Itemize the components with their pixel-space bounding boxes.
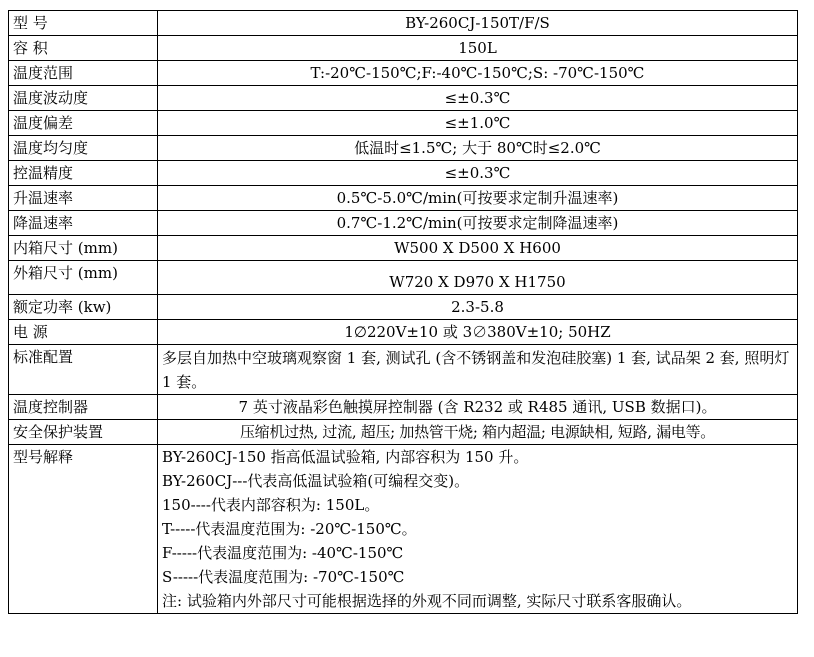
- table-row: [9, 236, 798, 261]
- table-row: [9, 345, 798, 395]
- row-value: W500 X D500 X H600: [158, 236, 798, 261]
- table-row: [9, 161, 798, 186]
- row-label: 标准配置: [9, 345, 158, 395]
- row-value: ≤±0.3℃: [158, 161, 798, 186]
- table-row: [9, 136, 798, 161]
- model-explain-cell: [158, 445, 798, 614]
- model-explain-line: T-----代表温度范围为: -20℃-150℃。: [162, 520, 417, 538]
- row-value: BY-260CJ-150T/F/S: [158, 11, 798, 36]
- row-label: 控温精度: [9, 161, 158, 186]
- table-row: [9, 61, 798, 86]
- table-row: [9, 11, 798, 36]
- row-label: 温度均匀度: [9, 136, 158, 161]
- table-row: [9, 36, 798, 61]
- table-row: [9, 186, 798, 211]
- row-value: T:-20℃-150℃;F:-40℃-150℃;S: -70℃-150℃: [158, 61, 798, 86]
- table-row: [9, 111, 798, 136]
- row-label: 温度偏差: [9, 111, 158, 136]
- row-label: 外箱尺寸 (mm): [9, 261, 158, 295]
- row-value: 7 英寸液晶彩色触摸屏控制器 (含 R232 或 R485 通讯, USB 数据口)。: [158, 395, 798, 420]
- row-value: 多层自加热中空玻璃观察窗 1 套, 测试孔 (含不锈钢盖和发泡硅胶塞) 1 套, 试品架 2 套, 照明灯 1 套。: [158, 345, 798, 395]
- row-value: ≤±0.3℃: [158, 86, 798, 111]
- model-explain-line: BY-260CJ-150 指高低温试验箱, 内部容积为 150 升。: [162, 448, 529, 466]
- table-row: [9, 320, 798, 345]
- row-label: 内箱尺寸 (mm): [9, 236, 158, 261]
- table-row: [9, 261, 798, 295]
- row-value: 2.3-5.8: [158, 295, 798, 320]
- table-row: [9, 395, 798, 420]
- row-label: 温度波动度: [9, 86, 158, 111]
- row-value: ≤±1.0℃: [158, 111, 798, 136]
- row-value: 0.7℃-1.2℃/min(可按要求定制降温速率): [158, 211, 798, 236]
- model-explain-line: S-----代表温度范围为: -70℃-150℃: [162, 568, 405, 586]
- row-label: 型 号: [9, 11, 158, 36]
- row-value: W720 X D970 X H1750: [158, 261, 798, 295]
- row-value: 低温时≤1.5℃; 大于 80℃时≤2.0℃: [158, 136, 798, 161]
- row-value: 0.5℃-5.0℃/min(可按要求定制升温速率): [158, 186, 798, 211]
- row-label: 型号解释: [9, 445, 158, 614]
- row-value: 压缩机过热, 过流, 超压; 加热管干烧; 箱内超温; 电源缺相, 短路, 漏电等。: [158, 420, 798, 445]
- row-value: 1∅220V±10 或 3∅380V±10; 50HZ: [158, 320, 798, 345]
- model-explain-line: 150----代表内部容积为: 150L。: [162, 496, 380, 514]
- row-label: 容 积: [9, 36, 158, 61]
- model-explain-note: 注: 试验箱内外部尺寸可能根据选择的外观不同而调整, 实际尺寸联系客服确认。: [162, 592, 692, 610]
- row-label: 温度控制器: [9, 395, 158, 420]
- row-label: 降温速率: [9, 211, 158, 236]
- row-label: 升温速率: [9, 186, 158, 211]
- row-label: 安全保护装置: [9, 420, 158, 445]
- row-value: 150L: [158, 36, 798, 61]
- row-label: 温度范围: [9, 61, 158, 86]
- model-explain-line: F-----代表温度范围为: -40℃-150℃: [162, 544, 404, 562]
- model-explain-line: BY-260CJ---代表高低温试验箱(可编程交变)。: [162, 472, 470, 490]
- table-row: [9, 86, 798, 111]
- spec-table: [8, 10, 798, 614]
- row-label: 电 源: [9, 320, 158, 345]
- row-label: 额定功率 (kw): [9, 295, 158, 320]
- table-row: [9, 420, 798, 445]
- table-row: [9, 211, 798, 236]
- table-row: [9, 295, 798, 320]
- table-row: [9, 445, 798, 614]
